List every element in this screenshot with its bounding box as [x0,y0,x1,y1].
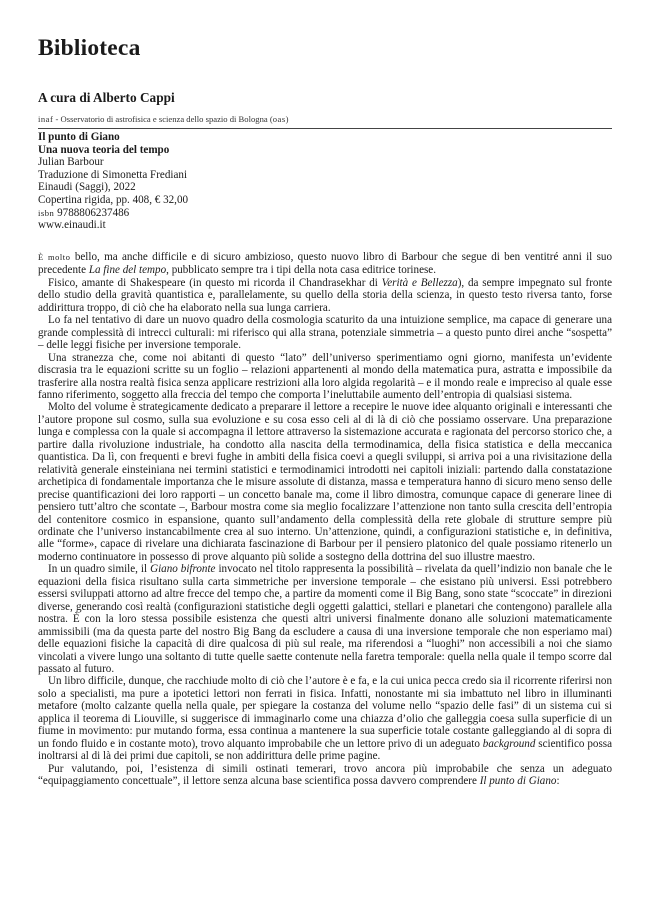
review-paragraph-7: Un libro difficile, dunque, che racchiude molto di ciò che l’autore è e fa, e la cui unica pecca credo sia il ricorrente riferirsi non solo a specialisti, ma pure a ipotetici lettori non ferrati in fisica. Infatti, nonostante mi sia imbattuto nel libro in illuminanti metafore (molto calzante quella nella quale, per spiegare la costanza del volume nello “spazio delle fasi” di un sistema cui si applica il teorema di Liouville, si suggerisce di immaginarlo come una chiazza d’olio che galleggia coesa sulla superficie di un fiume in movimento: pur mutando forma, essa continua a mantenere la sua superficie totale costante galleggiando al di sopra di un fondo fluido e in costante moto), trovo alquanto improbabile che un lettore privo di un adeguato background scientifico possa inoltrarsi al di là dei primi due capitoli, se non addirittura delle prime pagine. [38,675,613,763]
book-publisher: Einaudi (Saggi), 2022 [38,181,136,194]
book-details [38,131,612,232]
review-paragraph-5: Molto del volume è strategicamente dedicato a preparare il lettore a recepire le nuove idee alquanto originali e interessanti che l’autore propone sul cosmo, sulla sua evoluzione e su cosa esso celi al di là di ciò che possiamo osservare. Una preparazione lunga e complessa con la quale si accompagna il lettore attraverso la sistemazione accurata e ragionata del percorso storico che, a partire dalla rivoluzione industriale, ha condotto alla nascita della termodinamica, della fisica statistica e della meccanica quantistica. Da lì, con frequenti e brevi fughe in ambiti della fisica coevi a quegli sviluppi, si arriva poi a una rivisitazione della relatività generale einsteiniana nei termini statistici e termodinamici introdotti nei capitoli iniziali: partendo dalla constatazione archetipica di fondamentale importanza che le misure assolute di distanza, massa e temperatura hanno di sicuro meno senso delle precise quantificazioni dei loro rapporti – un concetto banale ma, come il libro dimostra, comunque capace di generare linee di pensiero tutt’altro che scontate –, Barbour mostra come sia meglio focalizzare l’attenzione non tanto sulla crescita dell’entropia del contenitore cosmico in espansione, quanto sull’andamento della complessità della rete globale di strutture sempre più ordinate che l’universo instancabilmente crea al suo interno. Un’attenzione, quindi, a configurazioni statistiche e, in definitiva, alle “forme», capace di rivelare una dichiarata fascinazione di Barbour per il pensiero platonico del quale possiamo ritenerlo un moderno continuatore in possesso di prove alquanto più solide a sostegno della dottrina del suo illustre maestro. [38,401,612,563]
affiliation-close: ) [285,114,289,124]
curator-line: A cura di Alberto Cappi [38,90,175,105]
review-paragraph-2: Fisico, amante di Shakespeare (in questo mi ricorda il Chandrasekhar di Verità e Bellezza), da sempre impegnato sul fronte dello studio della gravità quantistica e, parallelamente, su quello della storia della scienza, in questo testo riversa tanto, forse addirittura troppo, di ciò che ha elaborato nella sua lunga carriera. [38,276,612,314]
isbn-label: isbn [38,207,55,218]
italic-term: background [482,737,536,750]
book-author: Julian Barbour [38,156,104,169]
review-paragraph-4: Una stranezza che, come noi abitanti di questo “lato” dell’universo sperimentiamo ogni giorno, manifesta un’evidente discrasia tra le equazioni scritte su un foglio – relazioni appartenenti al mondo della matematica pura, astratta e impossibile da trasferire alla nostra realtà fisica senza applicare restrizioni alla loro algida regolarità – e il mondo reale e impreciso al quale esse fanno riferimento, soggetto alla freccia del tempo che comporta l’ineluttabile aumento dell’entropia di qualsiasi sistema. [38,351,612,401]
book-translation: Traduzione di Simonetta Frediani [38,168,188,181]
review-paragraph-1: È molto bello, ma anche difficile e di sicuro ambizioso, questo nuovo libro di Barbour che segue di ben ventitré anni il suo precedente La fine del tempo, pubblicato sempre tra i tipi della nota casa editrice torinese. [38,251,612,277]
affiliation-text: - Osservatorio di astrofisica e scienza dello spazio di Bologna ( [53,114,273,124]
book-subtitle: Una nuova teoria del tempo [38,143,170,156]
book-isbn [38,207,612,220]
book-format: Copertina rigida, pp. 408, € 32,00 [38,193,189,206]
affiliation-abbr: oas [272,114,286,124]
section-title: Biblioteca [38,35,141,61]
review-paragraph-8: Pur valutando, poi, l’esistenza di simili ostinati temerari, trovo ancora più improbabile che senza un adeguato “equipaggiamento concettuale”, il lettore senza alcuna base scientifica possa davvero comprendere Il punto di Giano: [38,762,612,788]
review-paragraph-3: Lo fa nel tentativo di dare un nuovo quadro della cosmologia scaturito da una intuizione semplice, ma capace di generare una grande complessità di intrecci culturali: mi riferisco qui alla strana, potenziale simmetria – a questo punto direi anche “sospetta” – delle leggi fisiche per inversione temporale. [38,314,612,352]
review-paragraph-6: In un quadro simile, il Giano bifronte invocato nel titolo rappresenta la possibilità – rivelata da quell’indizio non banale che le equazioni della fisica risultano sulla carta simmetriche per inversione temporale – che esistano più universi. Essi potrebbero essersi sviluppati attorno ad altre frecce del tempo che, a partire da momenti come il Big Bang, sono state “scoccate” in direzioni diverse, generando così realtà (configurazioni statistiche degli oggetti galattici, stellari e planetari che contengono) parallele alla nostra. È con la loro stessa possibile esistenza che questi altri universi finalmente donano alle soluzioni matematicamente ammissibili (ma da questa parte del nostro Big Bang da escludere a causa di una inversione temporale che non esperiamo mai) delle equazioni fisiche la capacità di dire qualcosa di più sul reale, ma riferendosi a “luoghi” non accessibili a noi che siamo vincolati a vivere lungo una soltanto di tutte quelle saette contenute nella faretra temporale: quella nella quale il tempo scorre dal passato al futuro. [38,563,612,675]
cited-title: La fine del tempo [88,264,167,277]
header-divider [38,128,612,129]
cited-title: Il punto di Giano [479,775,557,788]
isbn-value: 9788806237486 [54,206,130,219]
cited-title: Giano bifronte [150,563,216,576]
drop-lead: È molto [38,253,71,262]
book-title: Il punto di Giano [38,131,120,143]
affiliation-org: inaf [38,114,54,124]
book-website: www.einaudi.it [38,219,106,232]
review-body [38,251,612,787]
cited-title: Verità e Bellezza [381,276,458,289]
affiliation [38,114,289,124]
